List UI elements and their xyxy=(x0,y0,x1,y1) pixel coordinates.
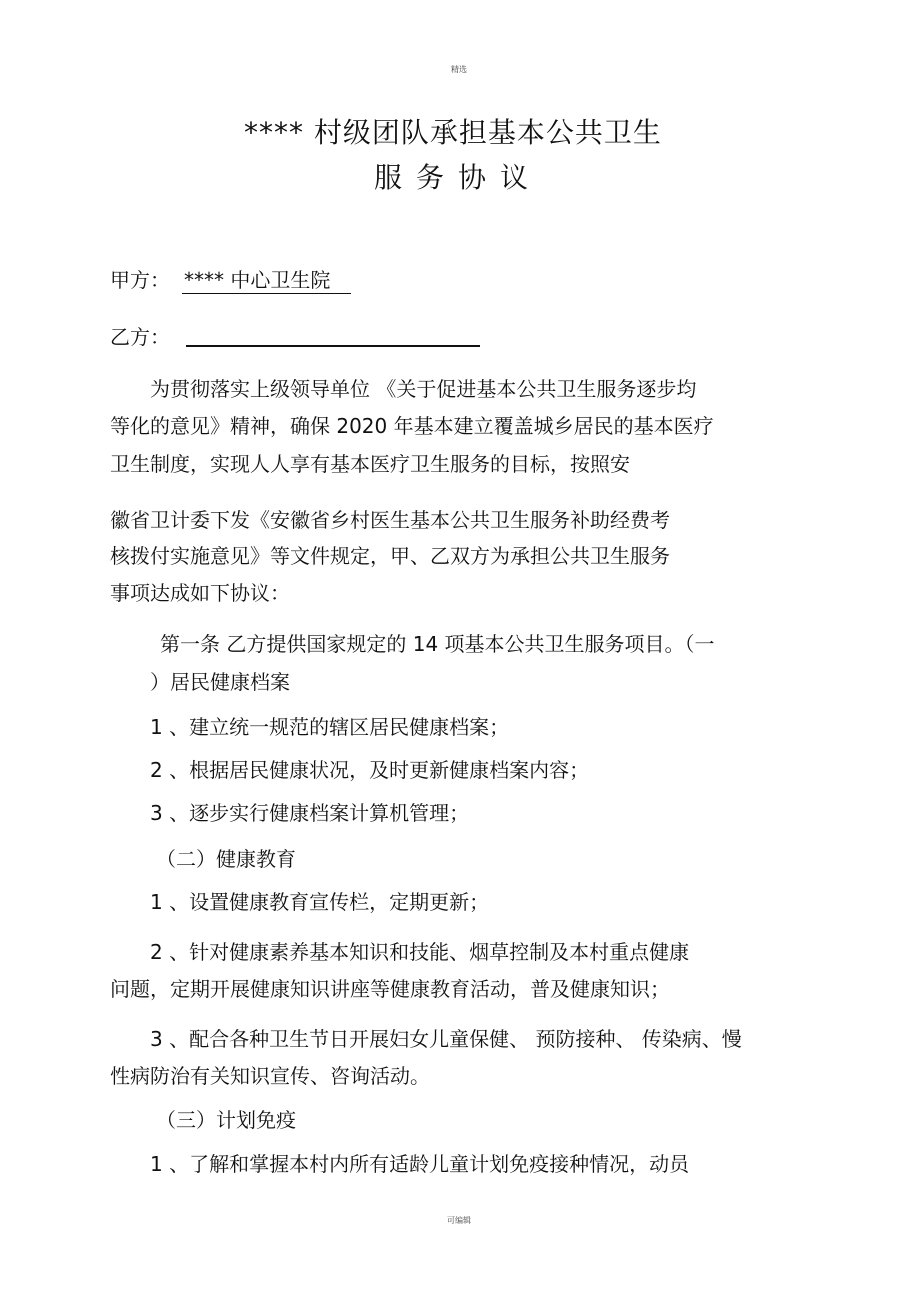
list-item-continuation: 性病防治有关知识宣传、咨询活动。 xyxy=(110,1064,430,1088)
list-item: 2 、根据居民健康状况，及时更新健康档案内容； xyxy=(150,758,590,782)
footer-mark: 可编辑 xyxy=(447,1216,471,1225)
list-item: 1 、设置健康教育宣传栏，定期更新； xyxy=(150,890,490,914)
list-item-continuation: 问题，定期开展健康知识讲座等健康教育活动，普及健康知识； xyxy=(110,977,670,1001)
document-title-line1: **** 村级团队承担基本公共卫生 xyxy=(244,116,662,149)
intro-line: 核拨付实施意见》等文件规定，甲、乙双方为承担公共卫生服务 xyxy=(110,544,670,568)
intro-line: 徽省卫计委下发《安徽省乡村医生基本公共卫生服务补助经费考 xyxy=(110,508,670,532)
party-a-underline xyxy=(182,293,351,294)
article-1-heading: 第一条 乙方提供国家规定的 14 项基本公共卫生服务项目。（一 xyxy=(160,632,715,656)
list-item: 1 、了解和掌握本村内所有适龄儿童计划免疫接种情况，动员 xyxy=(150,1152,690,1176)
section-1-title: ）居民健康档案 xyxy=(150,670,290,694)
header-mark: 精选 xyxy=(451,65,467,74)
intro-line: 事项达成如下协议： xyxy=(110,581,290,605)
section-3-title: （三）计划免疫 xyxy=(156,1108,296,1132)
section-2-title: （二）健康教育 xyxy=(156,847,296,871)
intro-line: 为贯彻落实上级领导单位 《关于促进基本公共卫生服务逐步均 xyxy=(150,377,697,401)
list-item: 1 、建立统一规范的辖区居民健康档案； xyxy=(150,715,510,739)
intro-line: 等化的意见》精神，确保 2020 年基本建立覆盖城乡居民的基本医疗 xyxy=(110,414,714,438)
party-b-underline xyxy=(186,345,480,347)
document-title-line2: 服务协议 xyxy=(374,161,543,194)
list-item: 3 、配合各种卫生节日开展妇女儿童保健、 预防接种、 传染病、慢 xyxy=(150,1027,742,1051)
intro-line: 卫生制度，实现人人享有基本医疗卫生服务的目标，按照安 xyxy=(110,452,630,476)
party-a-label: 甲方： xyxy=(110,268,170,292)
list-item: 2 、针对健康素养基本知识和技能、烟草控制及本村重点健康 xyxy=(150,940,690,964)
list-item: 3 、逐步实行健康档案计算机管理； xyxy=(150,801,470,825)
party-b-label: 乙方： xyxy=(110,325,170,349)
party-a-value: **** 中心卫生院 xyxy=(184,268,331,292)
